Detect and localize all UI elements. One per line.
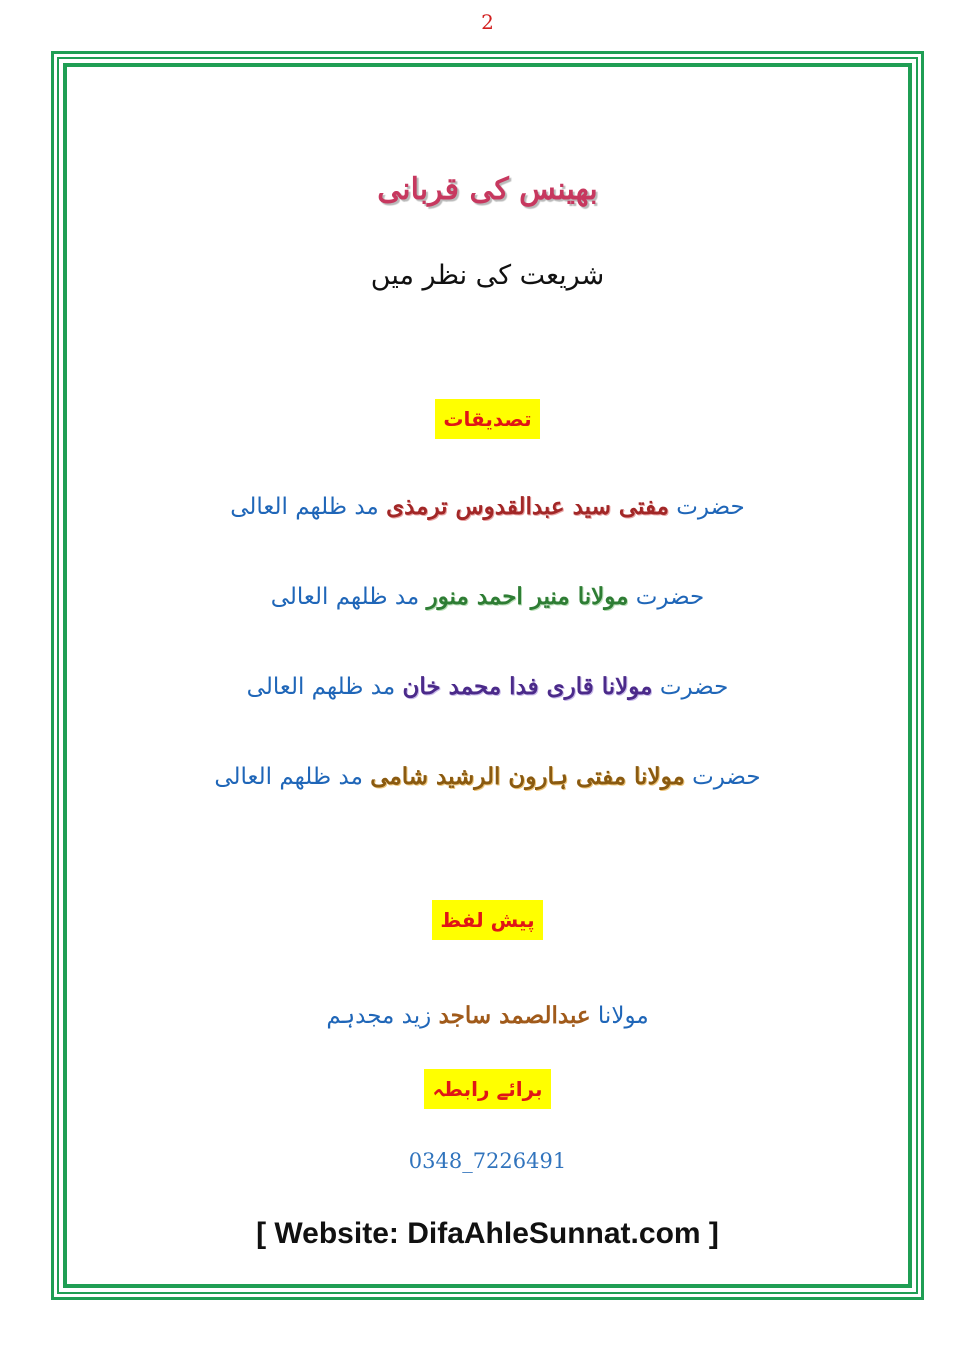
scholar-line xyxy=(67,493,908,520)
scholar-line xyxy=(67,763,908,790)
scholar-prefix: حضرت xyxy=(676,494,745,520)
foreword-author-name: عبدالصمد ساجد xyxy=(438,1002,591,1029)
scholar-prefix: حضرت xyxy=(659,674,729,700)
scholar-name: مولانا قاری فدا محمد خان xyxy=(402,673,653,700)
page-number: 2 xyxy=(481,10,494,34)
book-subtitle: شریعت کی نظر میں xyxy=(370,260,605,291)
foreword-author-prefix: مولانا xyxy=(597,1003,649,1029)
scholar-name: مولانا مفتی ہارون الرشید شامی xyxy=(370,763,685,790)
website-link[interactable]: [ Website: DifaAhleSunnat.com ] xyxy=(256,1217,719,1250)
scholar-suffix: مد ظلھم العالی xyxy=(214,764,363,790)
scholar-suffix: مد ظلھم العالی xyxy=(246,674,396,700)
page-content xyxy=(67,67,908,1284)
endorsements-heading-row xyxy=(67,399,908,439)
scholar-prefix: حضرت xyxy=(635,584,705,610)
endorsements-heading: تصدیقات xyxy=(435,399,539,439)
scholar-suffix: مد ظلھم العالی xyxy=(230,494,379,520)
foreword-heading-row xyxy=(67,900,908,940)
contact-heading-row xyxy=(67,1069,908,1109)
scholar-name: مفتی سید عبدالقدوس ترمذی xyxy=(386,493,669,520)
contact-phone: 0348_7226491 xyxy=(408,1149,567,1173)
scholar-suffix: مد ظلھم العالی xyxy=(270,584,420,610)
foreword-author-suffix: زید مجدہم xyxy=(326,1003,432,1029)
book-title: بھینس کی قربانی xyxy=(377,172,598,207)
scholar-prefix: حضرت xyxy=(692,764,761,790)
scholar-name: مولانا منیر احمد منور xyxy=(426,583,629,610)
scholar-line xyxy=(67,583,908,610)
scholar-line xyxy=(67,673,908,700)
foreword-heading: پیش لفظ xyxy=(432,900,542,940)
foreword-author xyxy=(67,1002,908,1029)
contact-heading: برائے رابطہ xyxy=(424,1069,550,1109)
